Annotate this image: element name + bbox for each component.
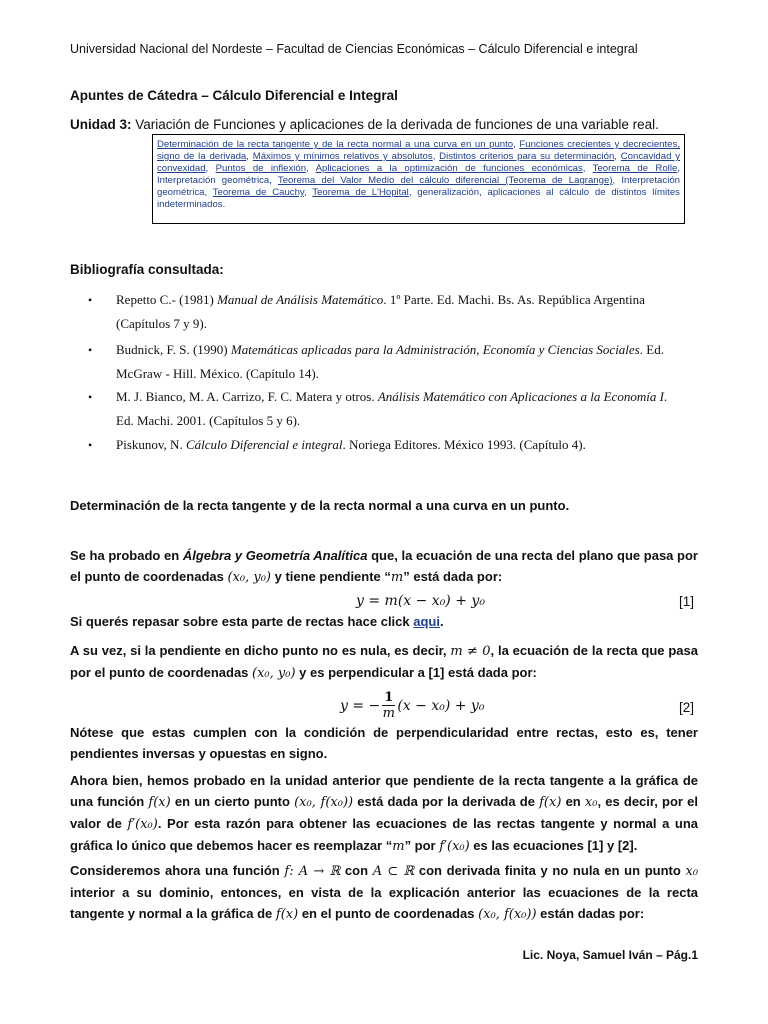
text: , es decir, por el valor de xyxy=(70,794,698,831)
toc-link[interactable]: Determinación de la recta tangente y de la recta normal a una curva en un punto xyxy=(157,139,514,150)
paragraph-line-equation xyxy=(70,545,698,588)
text: es las ecuaciones [1] y [2]. xyxy=(469,838,638,853)
bib-title: Matemáticas aplicadas para la Administración, Economía y Ciencias Sociales xyxy=(230,342,640,357)
bibliography-title: Bibliografía consultada: xyxy=(70,262,224,277)
math-inline: f(x) xyxy=(539,795,562,810)
toc-link[interactable]: Teorema de Cauchy xyxy=(212,187,305,198)
unit-title xyxy=(70,117,659,132)
equation-2 xyxy=(340,690,484,721)
text: con xyxy=(414,863,447,878)
math-inline: x₀ xyxy=(685,864,699,879)
text: . Por esta razón para obtener las ecuaciones de las rectas tangente y normal a una gráfica lo único que debemos hacer es reemplazar “ xyxy=(70,816,698,853)
math-inline: (x₀, f(x₀)) xyxy=(478,907,537,922)
math-inline: (x₀, f(x₀)) xyxy=(294,795,354,810)
text: que, la ecuación de una recta del plano que pasa por el punto de coordenadas xyxy=(70,548,698,584)
toc-text: , xyxy=(304,187,313,198)
toc-link[interactable]: Distintos criterios para su determinación xyxy=(439,151,615,162)
equation-1: y = m(x − x₀) + y₀ xyxy=(356,593,485,609)
toc-text: , xyxy=(582,163,593,174)
text: A su vez, si la pendiente en dicho punto no es nula, es decir, xyxy=(70,643,451,658)
text: Se ha probado en xyxy=(70,548,183,563)
text-italic: Álgebra y Geometría Analítica xyxy=(182,548,368,563)
text: con xyxy=(340,863,373,878)
bib-author: Piskunov, N. xyxy=(116,437,186,452)
eq2-left: y = − xyxy=(340,697,381,714)
math-inline: m ≠ 0 xyxy=(450,644,491,659)
equation-2-number: [2] xyxy=(679,700,695,715)
text: Consideremos ahora una función xyxy=(70,863,285,878)
paragraph-tangent-slope xyxy=(70,770,698,857)
toc-link[interactable]: Teorema de L'Hopital xyxy=(312,187,409,198)
paragraph-perpendicularity-condition: Nótese que estas cumplen con la condición de perpendicularidad entre rectas, esto es, tener pendientes inversas y opuestas en signo. xyxy=(70,725,698,761)
paragraph-review-link xyxy=(70,611,698,632)
bib-title: Manual de Análisis Matemático xyxy=(217,292,384,307)
bib-details: . Noriega Editores. México 1993. (Capítulo 4). xyxy=(342,437,586,452)
math-inline: f(x) xyxy=(275,907,299,922)
math-inline: m xyxy=(390,570,404,585)
toc-text: , Interpretación geométrica, xyxy=(157,163,680,186)
toc-link[interactable]: Máximos y mínimos relativos y absolutos xyxy=(252,151,433,162)
toc-text: , generalización, aplicaciones al cálculo de distintos límites indeterminados. xyxy=(157,187,680,210)
bibliography-text xyxy=(116,433,676,457)
text: y tiene pendiente “ xyxy=(270,569,391,584)
eq2-right: (x − x₀) + y₀ xyxy=(397,697,485,714)
math-inline: (x₀, y₀) xyxy=(252,666,296,681)
page-footer: Lic. Noya, Samuel Iván – Pág.1 xyxy=(522,948,698,962)
bib-author: Repetto C.- (1981) xyxy=(116,292,218,307)
bib-author: Budnick, F. S. (1990) xyxy=(116,342,231,357)
text: está dada por la derivada de xyxy=(353,794,540,809)
toc-link[interactable]: Teorema del Valor Medio del cálculo diferencial (Teorema de Lagrange) xyxy=(277,175,613,186)
toc-text: , xyxy=(513,139,520,150)
eq2-fraction xyxy=(382,690,395,721)
math-inline: x₀ xyxy=(584,795,598,810)
text: ” por xyxy=(404,838,440,853)
toc-text: , Interpretación geométrica, xyxy=(157,175,680,198)
section-title: Determinación de la recta tangente y de la recta normal a una curva en un punto. xyxy=(70,498,570,513)
bib-title: Análisis Matemático con Aplicaciones a la Economía I xyxy=(377,389,664,404)
text: ” está dada por: xyxy=(403,569,503,584)
toc-text: , xyxy=(614,151,621,162)
bib-details: . 1º Parte. Ed. Machi. Bs. As. República Argentina (Capítulos 7 y 9). xyxy=(116,292,645,331)
bib-title: Cálculo Diferencial e integral xyxy=(185,437,343,452)
text: están dadas por: xyxy=(536,906,645,921)
math-inline: m xyxy=(392,839,405,854)
toc-text: , xyxy=(432,151,440,162)
text: en un punto xyxy=(599,863,686,878)
math-inline: f: A → ℝ xyxy=(284,864,341,879)
eq2-numerator: 1 xyxy=(384,690,394,705)
text: , la ecuación de la recta que pasa por el punto de coordenadas xyxy=(70,643,698,680)
equation-1-number: [1] xyxy=(679,594,695,609)
eq2-denominator: m xyxy=(382,706,395,721)
text: . xyxy=(439,614,444,629)
text: en un cierto punto xyxy=(170,794,295,809)
math-inline: A ⊂ ℝ xyxy=(372,864,415,879)
table-of-contents xyxy=(152,134,685,224)
bibliography-text xyxy=(116,338,676,386)
bullet-icon: • xyxy=(88,293,93,307)
bib-author: M. J. Bianco, M. A. Carrizo, F. C. Matera y otros. xyxy=(116,389,378,404)
math-inline: (x₀, y₀) xyxy=(227,570,271,585)
paragraph-function-definition xyxy=(70,860,698,925)
bibliography-text xyxy=(116,288,676,336)
bibliography-text xyxy=(116,385,676,433)
bullet-icon: • xyxy=(88,343,93,357)
toc-link[interactable]: Concavidad y convexidad xyxy=(157,151,681,174)
page-header: Universidad Nacional del Nordeste – Facultad de Ciencias Económicas – Cálculo Diferencial e integral xyxy=(70,42,638,56)
math-inline: f(x) xyxy=(148,795,171,810)
text: en el punto de coordenadas xyxy=(298,906,479,921)
text: Ahora bien, hemos probado en la unidad anterior que pendiente de la recta tangente a la gráfica de una función xyxy=(70,773,698,809)
toc-link[interactable]: Teorema de Rolle xyxy=(592,163,678,174)
bullet-icon: • xyxy=(88,390,93,404)
toc-link[interactable]: Puntos de inflexión xyxy=(215,163,307,174)
math-inline: f′(x₀) xyxy=(127,817,158,832)
text-bold: derivada finita y no nula xyxy=(446,863,600,878)
bib-details: . Ed. McGraw - Hill. México. (Capítulo 14). xyxy=(116,342,664,381)
notes-title: Apuntes de Cátedra – Cálculo Diferencial e Integral xyxy=(70,88,398,103)
toc-text: , xyxy=(205,163,216,174)
toc-link[interactable]: Aplicaciones a la optimización de funciones económicas xyxy=(315,163,583,174)
bib-details: . Ed. Machi. 2001. (Capítulos 5 y 6). xyxy=(116,389,668,428)
text: y es perpendicular a [1] está dada por: xyxy=(295,665,537,680)
unit-text: Variación de Funciones y aplicaciones de la derivada de funciones de una variable real. xyxy=(131,117,659,132)
aqui-link[interactable]: aqui xyxy=(413,614,440,629)
text: en xyxy=(561,794,585,809)
text: Si querés repasar sobre esta parte de rectas hace click xyxy=(70,614,414,629)
math-inline: f′(x₀) xyxy=(439,839,470,854)
toc-text: , xyxy=(246,151,253,162)
bullet-icon: • xyxy=(88,438,93,452)
text: interior a su dominio, entonces, en vista de la explicación anterior las ecuaciones de la recta tangente y normal a la gráfica de xyxy=(70,885,698,921)
toc-text: , xyxy=(306,163,316,174)
unit-label: Unidad 3: xyxy=(70,117,132,132)
paragraph-perpendicular xyxy=(70,640,698,684)
toc-link[interactable]: Funciones crecientes y decrecientes, signo de la derivada xyxy=(157,139,680,162)
